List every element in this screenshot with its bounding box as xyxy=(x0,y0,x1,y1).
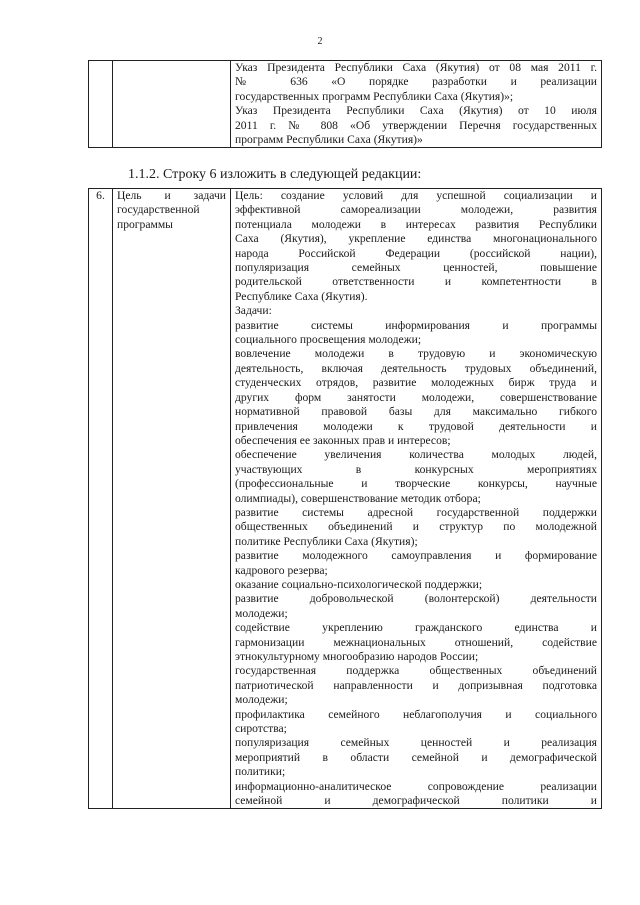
top-number-cell xyxy=(89,61,113,148)
row-number: 6. xyxy=(96,189,105,202)
content-line: обеспечения ее законных прав и интересов; xyxy=(235,433,451,447)
content-line: развитие добровольческой (волонтерской) деятельности xyxy=(235,592,597,606)
content-line: политике Республики Саха (Якутия); xyxy=(235,534,418,548)
row-label-cell xyxy=(113,189,231,809)
top-text-line: № 636 «О порядке разработки и реализации xyxy=(235,75,597,89)
content-line: обеспечение увеличения количества молодых людей, xyxy=(235,448,597,462)
content-line: олимпиады), совершенствование методик отбора; xyxy=(235,491,481,505)
content-line: эффективной самореализации молодежи, развития xyxy=(235,203,597,217)
content-line: содействие укреплению гражданского единства и xyxy=(235,621,597,635)
content-line: кадрового резерва; xyxy=(235,563,328,577)
label-line: Цель и задачи xyxy=(117,189,226,202)
content-line: патриотической направленности и допризывная подготовка xyxy=(235,678,597,692)
table-row xyxy=(89,61,602,148)
content-line: студенческих отрядов, развитие молодежных бирж труда и xyxy=(235,376,597,390)
content-line: привлечения молодежи к трудовой деятельности и xyxy=(235,419,597,433)
content-line: вовлечение молодежи в трудовую и экономическую xyxy=(235,347,597,361)
content-line: развитие молодежного самоуправления и формирование xyxy=(235,549,597,563)
content-line: Цель: создание условий для успешной социализации и xyxy=(235,189,597,202)
content-line: других форм занятости молодежи, совершенствование xyxy=(235,390,597,404)
content-line: политики; xyxy=(235,765,286,779)
page-number: 2 xyxy=(317,36,323,47)
content-line: народа Российской Федерации (российской нации), xyxy=(235,246,597,260)
content-line: деятельность, включая деятельность трудовых объединений, xyxy=(235,361,597,375)
table-row xyxy=(89,189,602,809)
section-heading: 1.1.2. Строку 6 изложить в следующей редакции: xyxy=(128,167,422,182)
content-line: государственная поддержка общественных объединений xyxy=(235,664,597,678)
content-line: общественных объединений и структур по молодежной xyxy=(235,520,597,534)
content-line: социального просвещения молодежи; xyxy=(235,333,422,347)
content-line: гармонизации межнациональных отношений, содействие xyxy=(235,635,597,649)
content-line: потенциала молодежи в интересах развития Республики xyxy=(235,217,597,231)
top-table xyxy=(88,60,602,148)
content-line: нормативной правовой базы для максимально гибкого xyxy=(235,405,597,419)
top-text-line: Указ Президента Республики Саха (Якутия) от 08 мая 2011 г. xyxy=(235,61,597,74)
content-line: Задачи: xyxy=(235,304,272,318)
content-line: родительской ответственности и компетентности в xyxy=(235,275,597,289)
content-line: популяризация семейных ценностей и реализация xyxy=(235,736,597,750)
row-number-cell xyxy=(89,189,113,809)
content-line: молодежи; xyxy=(235,606,288,620)
content-line: развитие системы информирования и программы xyxy=(235,318,597,332)
top-content-cell xyxy=(231,61,602,148)
content-line: семейной и демографической политики и xyxy=(235,794,597,808)
content-line: мероприятий в области семейной и демографической xyxy=(235,750,597,764)
content-line: (профессиональные и творческие конкурсы, научные xyxy=(235,477,597,491)
main-table xyxy=(88,188,602,809)
content-line: сиротства; xyxy=(235,722,287,736)
content-line: оказание социально-психологической поддержки; xyxy=(235,577,483,591)
content-line: популяризация семейных ценностей, повышение xyxy=(235,261,597,275)
row-content-cell xyxy=(231,189,602,809)
label-line: программы xyxy=(117,217,173,231)
content-line: Саха (Якутия), укрепление единства многонационального xyxy=(235,232,597,246)
top-label-cell xyxy=(113,61,231,148)
content-line: молодежи; xyxy=(235,693,288,707)
content-line: информационно-аналитическое сопровождение реализации xyxy=(235,779,597,793)
content-line: Республике Саха (Якутия). xyxy=(235,289,368,303)
content-line: участвующих в конкурсных мероприятиях xyxy=(235,462,597,476)
label-line: государственной xyxy=(117,203,200,217)
content-line: профилактика семейного неблагополучия и социального xyxy=(235,707,597,721)
content-line: развитие системы адресной государственной поддержки xyxy=(235,505,597,519)
top-text-line: Указ Президента Республики Саха (Якутия) от 10 июля xyxy=(235,104,597,118)
top-text-line: государственных программ Республики Саха (Якутия)»; xyxy=(235,89,514,103)
content-line: этнокультурному многообразию народов России; xyxy=(235,650,479,663)
top-text-line: 2011 г. № 808 «Об утверждении Перечня государственных xyxy=(235,118,597,132)
top-text-line: программ Республики Саха (Якутия)» xyxy=(235,133,423,147)
